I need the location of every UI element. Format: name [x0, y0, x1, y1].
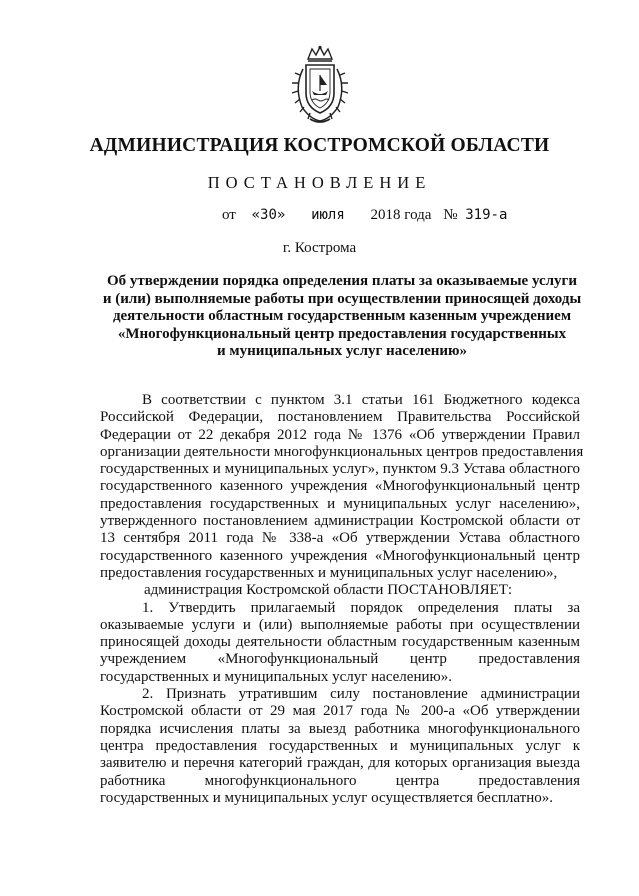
text-line: работника многофункционального центра предоставления	[100, 772, 580, 789]
text-line: 2. Признать утратившим силу постановление администрации	[142, 686, 580, 703]
document-body	[100, 392, 584, 807]
city: г. Кострома	[282, 240, 357, 256]
text-line: приносящей доходы деятельности областным государственным казенным	[100, 634, 580, 651]
text-line: 1. Утвердить прилагаемый порядок определения платы за	[142, 599, 580, 616]
date-prefix: от	[222, 207, 236, 223]
text-line: предоставления государственных и муниципальных услуг населению»,	[100, 564, 558, 581]
text-line: В соответствии с пунктом 3.1 статьи 161 Бюджетного кодекса	[142, 392, 580, 408]
text-line: государственных и муниципальных услуг», пунктом 9.3 Устава областного	[100, 461, 580, 478]
text-line: 13 сентября 2011 года № 338-а «Об утверждении Устава областного	[100, 530, 580, 547]
date-day: «30»	[251, 207, 286, 223]
title-line: Об утверждении порядка определения платы за оказываемые услуги	[106, 273, 578, 289]
paragraph-resolves	[100, 582, 580, 599]
organization-name: АДМИНИСТРАЦИЯ КОСТРОМСКОЙ ОБЛАСТИ	[89, 135, 550, 156]
text-line: Костромской области от 29 мая 2017 года № 200-а «Об утверждении	[100, 703, 580, 720]
text-line: учреждением «Многофункциональный центр предоставления	[100, 651, 580, 668]
date-line	[222, 207, 507, 224]
text-line: утвержденного постановлением администрации Костромской области от	[100, 513, 580, 530]
text-line: центра предоставления государственных и муниципальных услуг к	[100, 737, 580, 754]
text-line: администрация Костромской области ПОСТАНОВЛЯЕТ:	[144, 582, 513, 599]
text-line: организации деятельности многофункциональных центров предоставления	[100, 443, 584, 460]
text-line: Российской Федерации, постановлением Правительства Российской	[100, 409, 580, 426]
text-line: Федерации от 22 декабря 2012 года № 1376 «Об утверждении Правил	[100, 426, 580, 443]
kostroma-coat-of-arms-icon	[288, 45, 352, 127]
title-line: и (или) выполняемые работы при осуществлении приносящей доходы	[102, 290, 582, 307]
document-type: ПОСТАНОВЛЕНИЕ	[207, 173, 432, 192]
text-line: государственных и муниципальных услуг населению».	[100, 668, 452, 685]
paragraph-item-2	[100, 686, 580, 807]
text-line: предоставления государственных и муниципальных услуг населению»,	[100, 495, 580, 512]
title-line: деятельности областным государственным казенным учреждением	[112, 308, 572, 324]
paragraph-preamble	[100, 392, 584, 582]
text-line: порядка исчисления платы за выезд работника многофункционального	[100, 720, 580, 737]
document-number: 319-а	[465, 207, 508, 223]
text-line: государственного казенного учреждения «Многофункциональный центр	[100, 478, 580, 495]
text-line: заявителю и перечня категорий граждан, для которых организация выезда	[100, 755, 580, 772]
text-line: государственного казенного учреждения «Многофункциональный центр	[100, 547, 580, 564]
title-line: и муниципальных услуг населению»	[216, 343, 468, 359]
document-title	[92, 273, 592, 361]
paragraph-item-1	[100, 600, 580, 686]
title-line: «Многофункциональный центр предоставления государственных	[117, 325, 567, 342]
date-year: 2018 года	[370, 207, 432, 223]
text-line: государственных и муниципальных услуг осуществляется бесплатно».	[100, 789, 553, 806]
number-label: №	[443, 207, 458, 223]
date-month: июля	[311, 207, 345, 223]
text-line: оказываемые услуги и (или) выполняемые работы при осуществлении	[100, 616, 580, 633]
